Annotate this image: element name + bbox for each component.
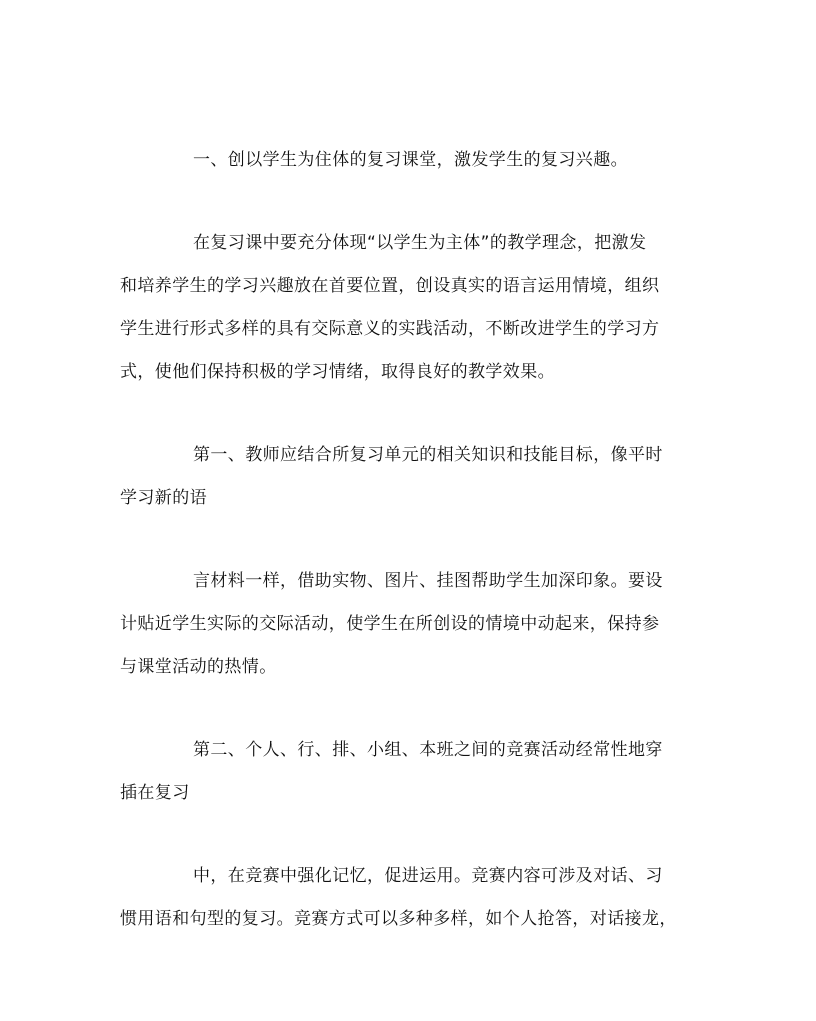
paragraph-line: 惯用语和句型的复习。竞赛方式可以多种多样，如个人抢答，对话接龙，: [120, 909, 677, 929]
paragraph-line: 与课堂活动的热情。: [120, 657, 277, 677]
paragraph-line: 和培养学生的学习兴趣放在首要位置，创设真实的语言运用情境，组织: [120, 276, 660, 296]
paragraph-line: 插在复习: [120, 783, 190, 803]
paragraph-line: 言材料一样，借助实物、图片、挂图帮助学生加深印象。要设: [193, 571, 663, 591]
paragraph-line: 计贴近学生实际的交际活动，使学生在所创设的情境中动起来，保持参: [120, 614, 660, 634]
paragraph-line: 第二、个人、行、排、小组、本班之间的竞赛活动经常性地穿: [193, 740, 663, 760]
paragraph-line: 中，在竞赛中强化记忆，促进运用。竞赛内容可涉及对话、习: [193, 866, 663, 886]
paragraph-line: 在复习课中要充分体现“以学生为主体”的教学理念，把激发: [193, 233, 647, 253]
paragraph-line: 学生进行形式多样的具有交际意义的实践活动，不断改进学生的学习方: [120, 319, 660, 339]
section-heading: 一、创以学生为住体的复习课堂，激发学生的复习兴趣。: [193, 150, 628, 170]
paragraph-line: 学习新的语: [120, 488, 207, 508]
paragraph-line: 第一、教师应结合所复习单元的相关知识和技能目标，像平时: [193, 445, 663, 465]
paragraph-line: 式，使他们保持积极的学习情绪，取得良好的教学效果。: [120, 362, 555, 382]
